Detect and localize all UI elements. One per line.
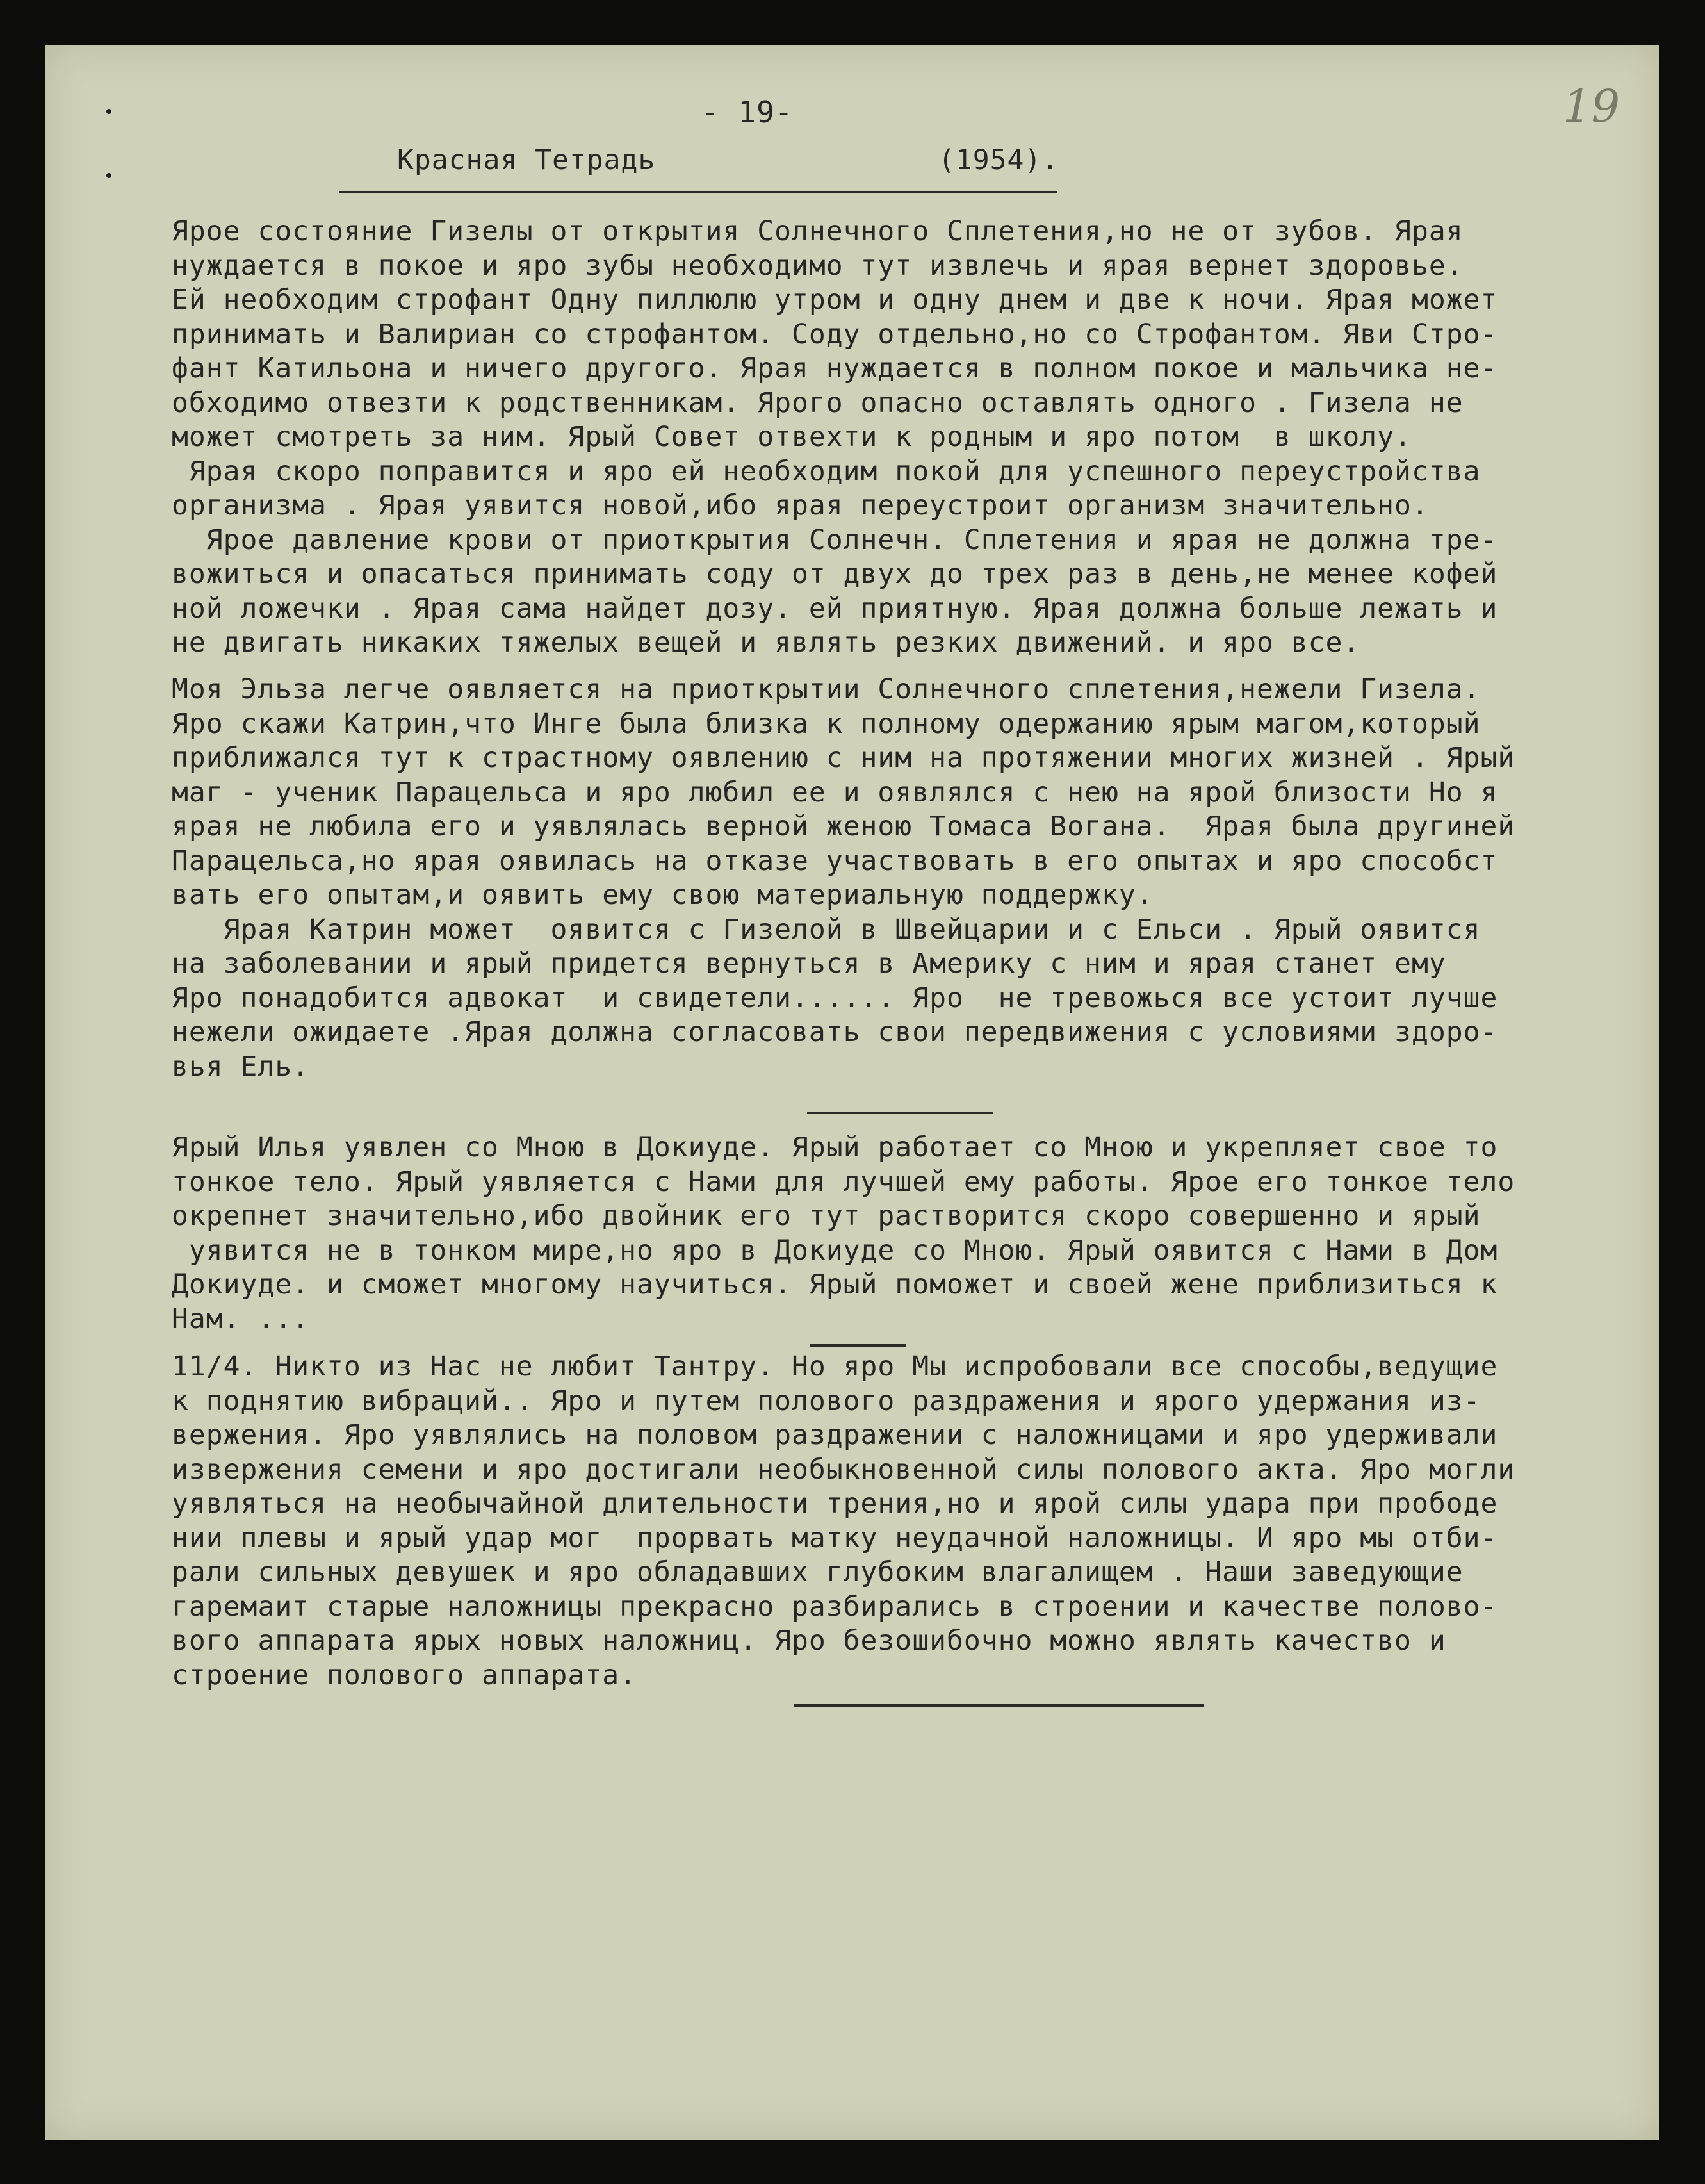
text-line: Ярая Катрин может оявится с Гизелой в Швейцарии и с Ельси . Ярый оявится	[172, 913, 1481, 946]
end-divider	[794, 1704, 1204, 1707]
text-line: Ярое давление крови от приоткрытия Солнечн. Сплетения и ярая не должна тре-	[172, 523, 1498, 556]
text-line: нуждается в покое и яро зубы необходимо тут извлечь и ярая вернет здоровье.	[172, 249, 1464, 282]
title-underline	[339, 191, 1057, 193]
document-title: Красная Тетрадь	[397, 144, 656, 176]
text-line: приближался тут к страстному оявлению с ним на протяжении многих жизней . Ярый	[172, 742, 1515, 774]
text-line: Моя Эльза легче оявляется на приоткрытии Солнечного сплетения,нежели Гизела.	[172, 673, 1481, 705]
text-line: маг - ученик Парацельса и яро любил ее и оявлялся с нею на ярой близости Но я	[172, 776, 1498, 809]
text-line: вать его опытам,и оявить ему свою материальную поддержку.	[172, 879, 1154, 911]
text-line: фант Катильона и ничего другого. Ярая нуждается в полном покое и мальчика не-	[172, 352, 1498, 384]
text-line: Яро скажи Катрин,что Инге была близка к полному одержанию ярым магом,который	[172, 707, 1481, 740]
document-year: (1954).	[938, 144, 1059, 176]
text-line: окрепнет значительно,ибо двойник его тут растворится скоро совершенно и ярый	[172, 1200, 1481, 1232]
text-line: нии плевы и ярый удар мог прорвать матку неудачной наложницы. И яро мы отби-	[172, 1522, 1498, 1554]
text-line: Нам. ...	[172, 1302, 310, 1335]
text-line: не двигать никаких тяжелых вещей и являть резких движений. и яро все.	[172, 627, 1360, 659]
text-line: может смотреть за ним. Ярый Совет отвехти к родным и яро потом в школу.	[172, 421, 1412, 453]
text-line: Ярое состояние Гизелы от открытия Солнечного Сплетения,но не от зубов. Ярая	[172, 215, 1464, 247]
text-line: Докиуде. и сможет многому научиться. Ярый поможет и своей жене приблизиться к	[172, 1269, 1498, 1301]
text-line: тонкое тело. Ярый уявляется с Нами для лучшей ему работы. Ярое его тонкое тело	[172, 1165, 1515, 1198]
text-line: вержения. Яро уявлялись на половом раздражении с наложницами и яро удерживали	[172, 1419, 1498, 1451]
page-number: - 19-	[701, 95, 794, 129]
text-line: 11/4. Никто из Нас не любит Тантру. Но яро Мы испробовали все способы,ведущие	[172, 1351, 1498, 1383]
text-line: нежели ожидаете .Ярая должна согласовать свои передвижения с условиями здоро-	[172, 1016, 1498, 1048]
text-line: организма . Ярая уявится новой,ибо ярая переустроит организм значительно.	[172, 489, 1429, 521]
punch-dot-middle	[106, 173, 111, 178]
text-line: рали сильных девушек и яро обладавших глубоким влагалищем . Наши заведующие	[172, 1556, 1464, 1588]
text-line: уявится не в тонком мире,но яро в Докиуде со Мною. Ярый оявится с Нами в Дом	[172, 1234, 1498, 1267]
text-line: к поднятию вибраций.. Яро и путем полового раздражения и ярого удержания из-	[172, 1384, 1481, 1417]
text-line: Ярая скоро поправится и яро ей необходим покой для успешного переустройства	[172, 455, 1481, 488]
section-divider-2	[810, 1344, 906, 1347]
text-line: на заболевании и ярый придется вернуться в Америку с ним и ярая станет ему	[172, 948, 1446, 980]
text-line: ярая не любила его и уявлялась верной женою Томаса Вогана. Ярая была другиней	[172, 810, 1515, 842]
text-line: обходимо отвезти к родственникам. Ярого опасно оставлять одного . Гизела не	[172, 386, 1464, 419]
text-line: Парацельса,но ярая оявилась на отказе участвовать в его опытах и яро способст	[172, 844, 1498, 877]
text-line: ной ложечки . Ярая сама найдет дозу. ей приятную. Ярая должна больше лежать и	[172, 592, 1498, 625]
text-line: Ей необходим строфант Одну пиллюлю утром и одну днем и две к ночи. Ярая может	[172, 284, 1498, 316]
text-line: вья Ель.	[172, 1050, 310, 1083]
punch-dot-top	[106, 109, 111, 114]
text-line: Яро понадобится адвокат и свидетели...... Яро не тревожься все устоит лучше	[172, 981, 1498, 1014]
text-line: гаремаит старые наложницы прекрасно разбирались в строении и качестве полово-	[172, 1590, 1498, 1623]
text-line: строение полового аппарата.	[172, 1659, 637, 1691]
text-line: уявляться на необычайной длительности трения,но и ярой силы удара при прободе	[172, 1488, 1498, 1520]
text-line: вого аппарата ярых новых наложниц. Яро безошибочно можно являть качество и	[172, 1625, 1446, 1657]
text-line: принимать и Валириан со строфантом. Соду отдельно,но со Строфантом. Яви Стро-	[172, 318, 1498, 350]
text-line: Ярый Илья уявлен со Мною в Докиуде. Ярый работает со Мною и укрепляет свое то	[172, 1131, 1498, 1163]
section-divider-1	[807, 1112, 993, 1114]
text-line: извержения семени и яро достигали необыкновенной силы полового акта. Яро могли	[172, 1453, 1515, 1486]
handwritten-page-number: 19	[1563, 80, 1620, 133]
text-line: вожиться и опасаться принимать соду от двух до трех раз в день,не менее кофей	[172, 558, 1498, 590]
